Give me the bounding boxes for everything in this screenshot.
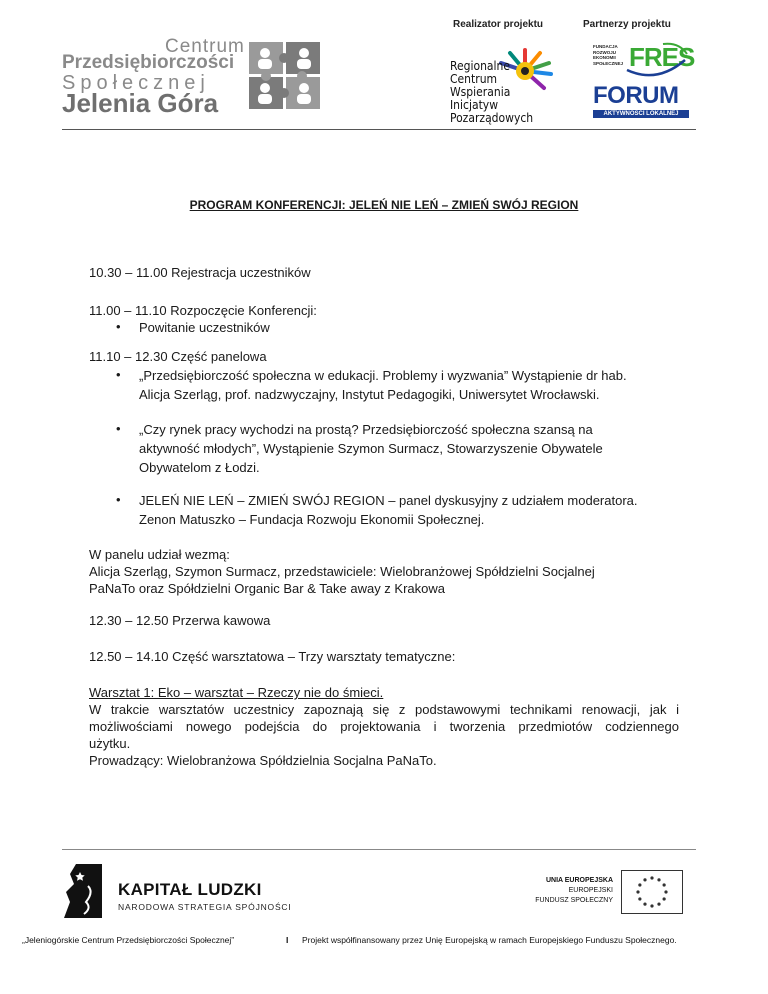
- fres-small-1: FUNDACJA: [593, 44, 618, 49]
- ue-line-1: UNIA EUROPEJSKA: [545, 877, 613, 884]
- eu-star: [638, 897, 641, 900]
- forum-name: FORUM: [593, 82, 679, 109]
- eu-star: [650, 876, 653, 879]
- item-break: 12.30 – 12.50 Przerwa kawowa: [89, 613, 271, 628]
- eu-star: [636, 890, 639, 893]
- workshop-1-lead: Prowadzący: Wielobranżowa Spółdzielnia Socjalna PaNaTo.: [89, 753, 437, 768]
- fres-logo: [593, 42, 693, 78]
- item-opening-bullet: Powitanie uczestników: [139, 320, 270, 335]
- eu-star: [650, 904, 653, 907]
- bullet-dot: •: [116, 319, 121, 334]
- panel-bullet-2-line-2: aktywność młodych”, Wystąpienie Szymon Surmacz, Stowarzyszenie Obywatele: [139, 441, 603, 456]
- fres-small-3: EKONOMII: [593, 55, 616, 60]
- rcwip-line-3: Wspierania: [450, 85, 511, 99]
- workshop-1-line-3: użytku.: [89, 736, 131, 751]
- forum-sub: AKTYWNOŚCI LOKALNEJ: [593, 110, 689, 118]
- forum-logo: [593, 82, 693, 120]
- footer-rule: [62, 849, 696, 850]
- rcwip-line-4: Inicjatyw Pozarządowych: [450, 98, 534, 125]
- realizator-label: Realizator projektu: [453, 19, 544, 30]
- footer-left: „Jeleniogórskie Centrum Przedsiębiorczości Społecznej”: [22, 935, 235, 945]
- eu-star: [643, 903, 646, 906]
- centrum-logo: [62, 36, 352, 116]
- partners-label: Partnerzy projektu: [583, 19, 671, 30]
- eu-star: [657, 903, 660, 906]
- logo-text-jelenia-gora: Jelenia Góra: [62, 88, 219, 118]
- eu-star: [663, 897, 666, 900]
- kl-sub: NARODOWA STRATEGIA SPÓJNOŚCI: [118, 902, 292, 912]
- logo-text-centrum: Centrum: [165, 36, 245, 57]
- fres-name: FRES: [629, 42, 695, 72]
- panel-bullet-2-line-1: „Czy rynek pracy wychodzi na prostą? Przedsiębiorczość społeczna szansą na: [139, 422, 593, 437]
- kapital-ludzki-logo: [62, 862, 292, 922]
- header-rule: [62, 129, 696, 130]
- eu-star: [664, 890, 667, 893]
- puzzle-people-icon: [248, 41, 322, 111]
- fres-small-2: ROZWOJU: [593, 49, 616, 55]
- fres-small-4: SPOŁECZNEJ: [593, 60, 624, 66]
- eu-star: [663, 883, 666, 886]
- kapital-ludzki-emblem-icon: [62, 862, 106, 920]
- item-workshops: 12.50 – 14.10 Część warsztatowa – Trzy warsztaty tematyczne:: [89, 649, 456, 664]
- logo-text-przedsiebiorczosci: Przedsiębiorczości: [62, 52, 235, 73]
- participants-line-2: Alicja Szerląg, Szymon Surmacz, przedstawiciele: Wielobranżowej Spółdzielni Socjalnej: [89, 564, 595, 579]
- kl-title: KAPITAŁ LUDZKI: [118, 880, 262, 899]
- ue-line-2: EUROPEJSKI: [568, 887, 613, 894]
- eu-star: [657, 878, 660, 881]
- ue-text: [500, 876, 613, 906]
- ue-line-3: FUNDUSZ SPOŁECZNY: [535, 897, 613, 904]
- footer-separator: I: [286, 935, 289, 945]
- panel-bullet-1-line-2: Alicja Szerląg, prof. nadzwyczajny, Instytut Pedagogiki, Uniwersytet Wrocławski.: [139, 387, 600, 402]
- fres-swoosh-icon: [623, 40, 689, 80]
- panel-bullet-3-line-1: JELEŃ NIE LEŃ – ZMIEŃ SWÓJ REGION – panel dyskusyjny z udziałem moderatora.: [139, 493, 638, 508]
- bullet-dot: •: [116, 421, 121, 436]
- item-registration: 10.30 – 11.00 Rejestracja uczestników: [89, 265, 311, 280]
- workshop-1-title: Warsztat 1: Eko – warsztat – Rzeczy nie do śmieci.: [89, 685, 384, 700]
- participants-line-3: PaNaTo oraz Spółdzielni Organic Bar & Take away z Krakowa: [89, 581, 445, 596]
- panel-bullet-3-line-2: Zenon Matuszko – Fundacja Rozwoju Ekonomii Społecznej.: [139, 512, 485, 527]
- panel-bullet-1-line-1: „Przedsiębiorczość społeczna w edukacji. Problemy i wyzwania” Wystąpienie dr hab.: [139, 368, 627, 383]
- item-opening: 11.00 – 11.10 Rozpoczęcie Konferencji:: [89, 303, 317, 318]
- workshop-1-line-1: W trakcie warsztatów uczestnicy zapoznają się z podstawowymi technikami renowacji, jak i: [89, 702, 679, 717]
- workshop-1-line-2: możliwościami nowego podejścia do projektowania i tworzenia przedmiotów codziennego: [89, 719, 679, 734]
- eu-star: [643, 878, 646, 881]
- rcwip-line-2: Centrum: [450, 72, 498, 86]
- participants-line-1: W panelu udział wezmą:: [89, 547, 230, 562]
- page-title: PROGRAM KONFERENCJI: JELEŃ NIE LEŃ – ZMIEŃ SWÓJ REGION: [189, 198, 579, 212]
- bullet-dot: •: [116, 367, 121, 382]
- footer-right: Projekt współfinansowany przez Unię Europejską w ramach Europejskiego Funduszu Społecznego.: [302, 935, 677, 945]
- panel-bullet-2-line-3: Obywatelom z Łodzi.: [139, 460, 260, 475]
- rcwip-line-1: Regionalne: [450, 59, 511, 73]
- item-panel: 11.10 – 12.30 Część panelowa: [89, 349, 267, 364]
- bullet-dot: •: [116, 492, 121, 507]
- logo-text-spolecznej: Społecznej: [62, 72, 210, 94]
- eu-star: [638, 883, 641, 886]
- eu-flag-icon: [621, 870, 683, 914]
- rcwip-logo: [450, 44, 570, 125]
